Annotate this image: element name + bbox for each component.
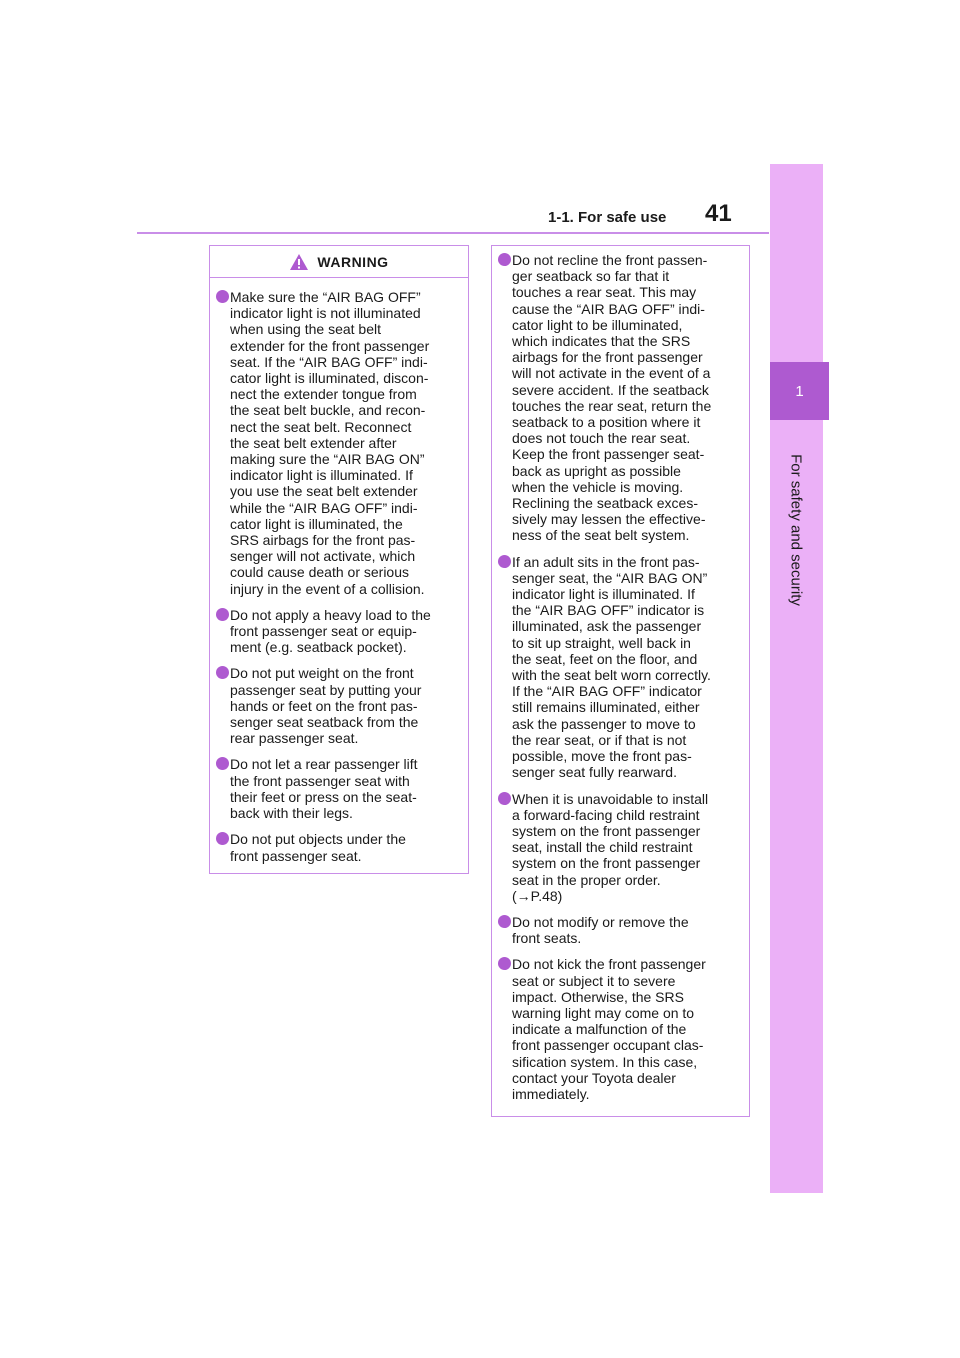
item-text: Do not recline the front passen- ger seatback so far that it touches a rear seat. This may cause the “AIR BAG OFF” indi- cator light to be illuminated, which indicates that the SRS airbags for the front passenger will not activate in the event of a severe accident. If the seatback touches the rear seat, return the seatback to a position where it does not touch the rear seat. Keep the front passenger seat- back as upright as possible when the vehicle is moving. Reclining the seatback exces- sively may lessen the effective- ness of the seat belt system. — [512, 252, 712, 544]
warning-box-continued — [491, 245, 750, 1117]
list-item — [216, 607, 460, 656]
bullet-icon — [498, 915, 511, 928]
list-item — [498, 914, 741, 946]
item-text: Do not apply a heavy load to the front passenger seat or equip- ment (e.g. seatback pocket). — [230, 606, 431, 656]
bullet-icon — [216, 757, 229, 770]
item-text: Do not put objects under the front passenger seat. — [230, 831, 406, 864]
item-text: Do not kick the front passenger seat or subject it to severe impact. Otherwise, the SRS warning light may come on to indicate a malfunction of the front passenger occupant clas- sification system. In this case, contact your Toyota dealer immediately. — [512, 956, 706, 1102]
chapter-title: For safety and security — [787, 454, 805, 606]
list-item — [216, 289, 460, 597]
bullet-icon — [216, 666, 229, 679]
list-item — [498, 956, 741, 1102]
chapter-number: 1 — [795, 382, 804, 400]
warning-box — [209, 245, 469, 874]
warning-items — [210, 278, 468, 864]
continued-items — [492, 246, 749, 1102]
bullet-icon — [216, 290, 229, 303]
item-text: Do not modify or remove the front seats. — [512, 913, 689, 947]
item-text: If an adult sits in the front pas- senger seat, the “AIR BAG ON” indicator light is illuminated. If the “AIR BAG OFF” indicator is illuminated, ask the passenger to sit up straight, well back in the seat, feet on the floor, and with the seat belt worn correctly. If the “AIR BAG OFF” indicator still remains illuminated, either ask the passenger to move to the rear seat, or if that is not possible, move the front pas- senger seat fully rearward. — [512, 553, 711, 781]
warning-title: WARNING — [317, 253, 389, 270]
list-item — [216, 665, 460, 746]
list-item — [498, 554, 741, 781]
list-item — [498, 252, 741, 544]
chapter-number-badge — [770, 362, 829, 420]
warning-triangle-icon — [289, 253, 309, 271]
list-item — [498, 791, 741, 904]
bullet-icon — [216, 832, 229, 845]
item-text: Do not put weight on the front passenger seat by putting your hands or feet on the front pas- senger seat seatback from the rear passenger seat. — [230, 665, 422, 747]
bullet-icon — [498, 253, 511, 266]
bullet-icon — [216, 608, 229, 621]
bullet-icon — [498, 792, 511, 805]
header-rule — [137, 232, 769, 234]
section-title: 1-1. For safe use — [548, 209, 667, 226]
item-text: Make sure the “AIR BAG OFF” indicator light is not illuminated when using the seat belt extender for the front passenger seat. If the “AIR BAG OFF” indi- cator light is illuminated, discon- nect the extender tongue from the seat belt buckle, and recon- nect the seat belt. Reconnect the seat belt extender after making sure the “AIR BAG ON” indicator light is illuminated. If you use the seat belt extender while the “AIR BAG OFF” indi- cator light is illuminated, the SRS airbags for the front pas- senger will not activate, which could cause death or serious injury in the event of a collision. — [230, 289, 430, 597]
bullet-icon — [498, 957, 511, 970]
item-text: When it is unavoidable to install a forward-facing child restraint system on the front passenger seat, install the child restraint system on the front passenger seat in the proper order. (→P.48) — [512, 790, 709, 904]
list-item — [216, 756, 460, 821]
chapter-side-tab — [770, 164, 823, 1193]
item-text: Do not let a rear passenger lift the front passenger seat with their feet or press on the seat- back with their legs. — [230, 756, 418, 822]
bullet-icon — [498, 555, 511, 568]
warning-header — [210, 246, 468, 278]
page-number: 41 — [705, 200, 732, 227]
list-item — [216, 831, 460, 863]
